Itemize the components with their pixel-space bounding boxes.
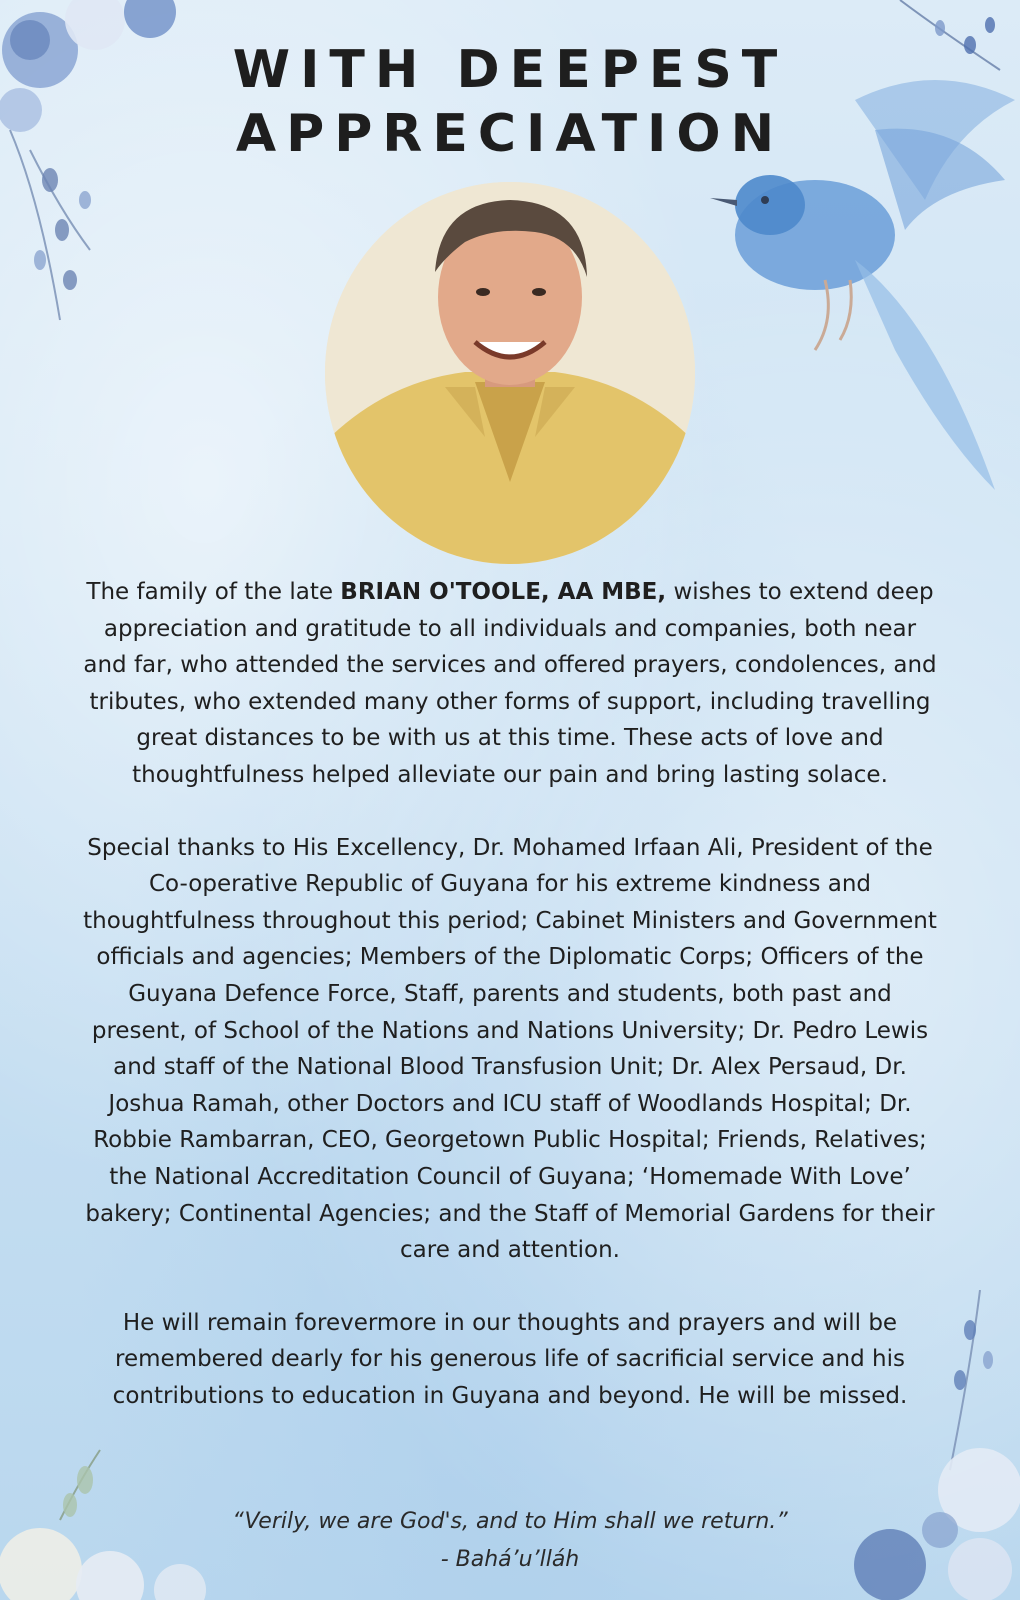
portrait-photo (325, 182, 695, 564)
title-line-2: APPRECIATION (235, 104, 785, 164)
paragraph-1-rest: wishes to extend deep appreciation and gratitude to all individuals and companies, both near and far, who attended the services and offered prayers, condolences, and tributes, who extended many other forms of support, including travelling great distances to be with us at this time. These acts of love and thoughtfulness helped alleviate our pain and bring lasting solace. (83, 579, 937, 788)
portrait-illustration (325, 182, 695, 564)
deceased-name: BRIAN O'TOOLE, AA MBE, (340, 579, 667, 605)
paragraph-special-thanks: Special thanks to His Excellency, Dr. Mohamed Irfaan Ali, President of the Co-operative Republic of Guyana for his extreme kindness and thoughtfulness throughout this period; Cabinet Ministers and Government officials and agencies; Members of the Diplomatic Corps; Officers of the Guyana Defence Force, Staff, parents and students, both past and present, of School of the Nations and Nations University; Dr. Pedro Lewis and staff of the National Blood Transfusion Unit; Dr. Alex Persaud, Dr. Joshua Ramah, other Doctors and ICU staff of Woodlands Hospital; Dr. Robbie Rambarran, CEO, Georgetown Public Hospital; Friends, Relatives; the National Accreditation Council of Guyana; ‘Homemade With Love’ bakery; Continental Agencies; and the Staff of Memorial Gardens for their care and attention. (83, 834, 937, 1264)
paragraph-remembrance: He will remain forevermore in our thoughts and prayers and will be remembered dearly for his generous life of sacrificial service and his contributions to education in Guyana and beyond. He will be missed. (112, 1309, 908, 1409)
quote-attribution: - Bahá’u’lláh (440, 1547, 580, 1572)
closing-quote: “Verily, we are God's, and to Him shall we return.” (232, 1509, 788, 1534)
title-line-1: WITH DEEPEST (232, 40, 788, 100)
page-title (0, 38, 1020, 166)
paragraph-1-intro: The family of the late (86, 579, 341, 605)
appreciation-message (80, 574, 940, 1450)
paragraph-family-thanks (80, 574, 940, 794)
